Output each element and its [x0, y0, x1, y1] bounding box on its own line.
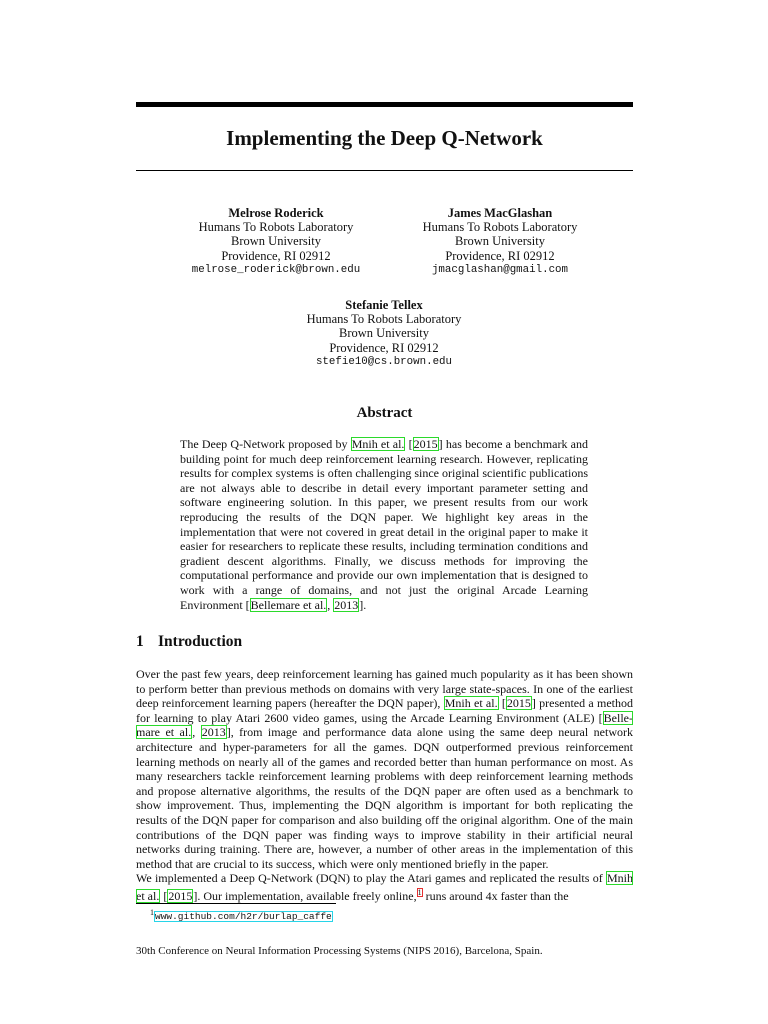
author-lab: Humans To Robots Laboratory: [198, 220, 354, 235]
title-bottom-rule: [136, 170, 633, 171]
citation-link[interactable]: Belle-mare et al.: [136, 710, 633, 740]
abstract-text: The Deep Q-Network proposed by Mnih et al. [2015] has become a benchmark and building point for much deep reinforcement learning research. However, replicating results for complex systems is often challenging since original scientific publications are not always able to describe in detail every important parameter setting and software engineering solution. In this paper, we present results from our work reproducing the results of the DQN paper. We highlight key areas in the implementation that were not covered in great detail in the original paper to make it easier for researchers to replicate these results, including termination conditions and gradient descent algorithms. Finally, we discuss methods for improving the computational performance and provide our own implementation that is designed to work with a range of domains, and not just the original Arcade Learning Environment [Bellemare et al., 2013].: [180, 437, 588, 612]
author-lab: Humans To Robots Laboratory: [306, 312, 462, 327]
paragraph-text-run: , from image and performance data alone using the same deep neural network architecture and hyper-parameters for all the games. DQN outperformed previous reinforcement learning methods on nearly all of the games and recorded better than human performance on most. As many researchers tackle reinforcement learning problems with deep reinforcement learning methods and propose alternative algorithms, the results of the DQN paper are often used as a benchmark to show improvement. Thus, implementing the DQN algorithm is important for both replicating the results of the DQN paper for comparison and also building off the original algorithm. One of the main contributions of the DQN paper was finding ways to improve stability in their artificial neural networks during training. There are, however, a number of other areas in the implementation of this method that are crucial to its success, which were only mentioned briefly in the paper.: [136, 725, 633, 871]
citation-year-link[interactable]: 2015: [413, 437, 438, 451]
abstract-text-run: The Deep Q-Network proposed by: [180, 437, 351, 451]
paragraph-text-run: . Our implementation, available freely online,: [197, 888, 417, 903]
author-university: Brown University: [231, 234, 321, 249]
author-block: [284, 298, 484, 369]
author-email: melrose_roderick@brown.edu: [191, 263, 361, 276]
citation-year-link[interactable]: 2015: [168, 888, 193, 903]
author-location: Providence, RI 02912: [221, 248, 331, 263]
conference-note: 30th Conference on Neural Information Processing Systems (NIPS 2016), Barcelona, Spain.: [136, 945, 543, 957]
footnote-rule: [136, 903, 336, 904]
author-email: stefie10@cs.brown.edu: [315, 355, 453, 368]
section-heading: [136, 633, 242, 651]
paragraph-text-run: runs around 4x faster than the: [422, 888, 569, 903]
citation-year-link[interactable]: 2013: [334, 597, 359, 612]
title-top-rule: [136, 102, 633, 107]
citation-link[interactable]: Bellemare et al.: [250, 597, 327, 612]
author-university: Brown University: [339, 326, 429, 341]
author-location: Providence, RI 02912: [329, 340, 439, 355]
citation-link[interactable]: Mnih et al.: [351, 437, 405, 451]
intro-paragraph: We implemented a Deep Q-Network (DQN) to play the Atari games and replicated the results of Mnih et al. [2015]. Our implementation, available freely online,$^1$ runs around 4x faster than the: [136, 871, 633, 903]
section-title: Introduction: [158, 633, 243, 650]
footnote-ref-link[interactable]: 1: [417, 887, 422, 897]
abstract-text-run: has become a benchmark and building point for much deep reinforcement learning research. However, replicating results for complex systems is often challenging since original scientific publications are not always able to describe in detail every important parameter setting and software engineering solution. In this paper, we present results from our work reproducing the results of the DQN paper. We highlight key areas in the implementation that were not covered in great detail in the original paper to make it easier for researchers to replicate these results, including termination conditions and gradient descent algorithms. Finally, we discuss methods for improving the computational performance and provide our own implementation that is designed to work with a range of domains, and not just the original Arcade Learning Environment: [180, 437, 588, 612]
paragraph-text-run: We implemented a Deep Q-Network (DQN) to play the Atari games and replicated the results of: [136, 871, 606, 885]
author-name: Stefanie Tellex: [345, 298, 423, 312]
author-location: Providence, RI 02912: [445, 248, 555, 263]
paper-title: Implementing the Deep Q-Network: [226, 126, 543, 150]
paragraph-text-run: presented a method for learning to play Atari 2600 video games, using the Arcade Learning Environment (ALE): [136, 696, 633, 725]
abstract-heading: Abstract: [356, 405, 413, 421]
footnote-mark: 1: [150, 908, 154, 917]
author-lab: Humans To Robots Laboratory: [422, 220, 578, 235]
citation-year-link[interactable]: 2013: [201, 725, 226, 740]
intro-paragraph: Over the past few years, deep reinforcement learning has gained much popularity as it has been shown to perform better than previous methods on domains with very large state-spaces. In one of the earliest deep reinforcement learning papers (hereafter the DQN paper), Mnih et al. [2015] presented a method for learning to play Atari 2600 video games, using the Arcade Learning Environment (ALE) [Belle-mare et al., 2013], from image and performance data alone using the same deep neural network architecture and hyper-parameters for all the games. DQN outperformed previous reinforcement learning methods on nearly all of the games and recorded better than human performance on most. As many researchers tackle reinforcement learning problems with deep reinforcement learning methods and propose alternative algorithms, the results of the DQN paper are often used as a benchmark to show improvement. Thus, implementing the DQN algorithm is important for both replicating the results of the DQN paper for comparison and also building off the original algorithm. One of the main contributions of the DQN paper was finding ways to improve stability in their artificial neural networks during training. There are, however, a number of other areas in the implementation of this method that are crucial to its success, which were only mentioned briefly in the paper.: [136, 667, 633, 871]
footnote: [150, 906, 333, 924]
author-university: Brown University: [455, 234, 545, 249]
citation-link[interactable]: Mnih et al.: [444, 696, 498, 711]
abstract-text-run: .: [363, 597, 367, 612]
author-name: James MacGlashan: [447, 206, 553, 220]
citation-link[interactable]: Mnih et al.: [136, 871, 633, 903]
author-block: [176, 206, 376, 277]
footnote-url-link[interactable]: www.github.com/h2r/burlap_caffe: [155, 911, 332, 923]
author-email: jmacglashan@gmail.com: [431, 263, 569, 276]
author-name: Melrose Roderick: [228, 206, 324, 220]
author-block: [400, 206, 600, 277]
citation-year-link[interactable]: 2015: [506, 696, 531, 711]
section-number: 1: [136, 633, 144, 650]
paragraph-text-run: Over the past few years, deep reinforcement learning has gained much popularity as it has been shown to perform better than previous methods on domains with very large state-spaces. In one of the earliest deep reinforcement learning papers (hereafter the DQN paper),: [136, 667, 633, 711]
